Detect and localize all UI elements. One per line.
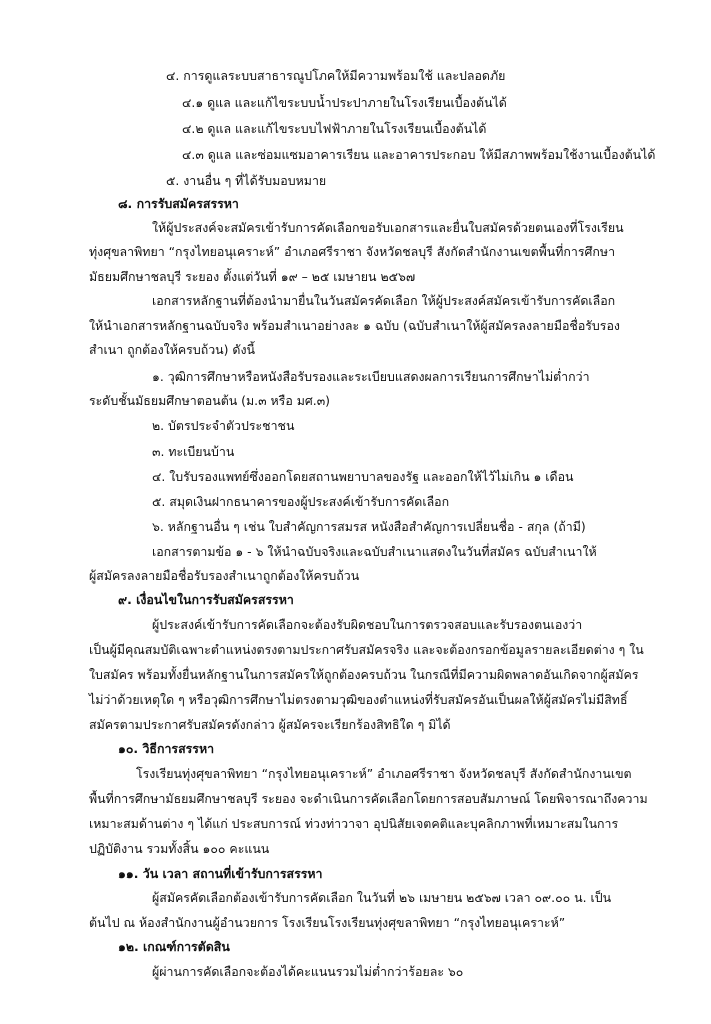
paragraph-line: เอกสารหลักฐานที่ต้องนำมายื่นในวันสมัครคัดเลือก ให้ผู้ประสงค์สมัครเข้ารับการคัดเลือก [152,293,616,308]
section-heading-12: ๑๒. เกณฑ์การตัดสิน [118,939,230,954]
document-item-4: ๔. ใบรับรองแพทย์ซึ่งออกโดยสถานพยาบาลของรัฐ และออกให้ไว้ไม่เกิน ๑ เดือน [152,469,574,484]
list-item-4-2: ๔.๒ ดูแล และแก้ไขระบบไฟฟ้าภายในโรงเรียนเบื้องต้นได้ [182,121,487,136]
paragraph-line: เอกสารตามข้อ ๑ - ๖ ให้นำฉบับจริงและฉบับสำเนาแสดงในวันที่สมัคร ฉบับสำเนาให้ [152,544,597,559]
paragraph-line: ผู้ประสงค์เข้ารับการคัดเลือกจะต้องรับผิดชอบในการตรวจสอบและรับรองตนเองว่า [152,617,583,632]
paragraph-line: สำเนา ถูกต้องให้ครบถ้วน) ดังนี้ [89,342,255,357]
paragraph-line: ปฏิบัติงาน รวมทั้งสิ้น ๑๐๐ คะแนน [89,841,270,856]
paragraph-line: สมัครตามประกาศรับสมัครดังกล่าว ผู้สมัครจะเรียกร้องสิทธิใด ๆ มิได้ [89,717,451,732]
paragraph-line: โรงเรียนทุ่งศุขลาพิทยา “กรุงไทยอนุเคราะห์” อำเภอศรีราชา จังหวัดชลบุรี สังกัดสำนักงานเขต [136,766,632,781]
document-item-6: ๖. หลักฐานอื่น ๆ เช่น ใบสำคัญการสมรส หนังสือสำคัญการเปลี่ยนชื่อ - สกุล (ถ้ามี) [152,519,586,534]
paragraph-line: พื้นที่การศึกษามัธยมศึกษาชลบุรี ระยอง จะดำเนินการคัดเลือกโดยการสอบสัมภาษณ์ โดยพิจารณาถึงความ [89,791,648,806]
section-heading-9: ๙. เงื่อนไขในการรับสมัครสรรหา [118,592,294,607]
paragraph-line: ผู้ผ่านการคัดเลือกจะต้องได้คะแนนรวมไม่ต่ำกว่าร้อยละ ๖๐ [152,964,464,979]
paragraph-line: ทุ่งศุขลาพิทยา “กรุงไทยอนุเคราะห์” อำเภอศรีราชา จังหวัดชลบุรี สังกัดสำนักงานเขตพื้นที่การศึกษา [89,244,616,259]
paragraph-line: ผู้สมัครลงลายมือชื่อรับรองสำเนาถูกต้องให้ครบถ้วน [89,568,360,583]
paragraph-line: เป็นผู้มีคุณสมบัติเฉพาะตำแหน่งตรงตามประกาศรับสมัครจริง และจะต้องกรอกข้อมูลรายละเอียดต่าง ๆ ใน [89,642,644,657]
list-item-4-1: ๔.๑ ดูแล และแก้ไขระบบน้ำประปาภายในโรงเรียนเบื้องต้นได้ [182,95,507,110]
paragraph-line: ผู้สมัครคัดเลือกต้องเข้ารับการคัดเลือก ในวันที่ ๒๖ เมษายน ๒๕๖๗ เวลา ๐๙.๐๐ น. เป็น [152,890,612,905]
document-item-5: ๕. สมุดเงินฝากธนาคารของผู้ประสงค์เข้ารับการคัดเลือก [152,494,450,509]
section-heading-10: ๑๐. วิธีการสรรหา [118,741,215,756]
paragraph-line: ใบสมัคร พร้อมทั้งยื่นหลักฐานในการสมัครให้ถูกต้องครบถ้วน ในกรณีที่มีความผิดพลาดอันเกิดจากผู้สมัคร [89,667,639,682]
document-item-3: ๓. ทะเบียนบ้าน [152,444,235,459]
document-item-1-cont: ระดับชั้นมัธยมศึกษาตอนต้น (ม.๓ หรือ มศ.๓) [89,393,330,408]
paragraph-line: เหมาะสมด้านต่าง ๆ ได้แก่ ประสบการณ์ ท่วงท่าวาจา อุปนิสัยเจตคติและบุคลิกภาพที่เหมาะสมในการ [89,816,619,831]
document-item-2: ๒. บัตรประจำตัวประชาชน [152,418,295,433]
section-heading-11: ๑๑. วัน เวลา สถานที่เข้ารับการสรรหา [118,866,323,881]
document-item-1: ๑. วุฒิการศึกษาหรือหนังสือรับรองและระเบียบแสดงผลการเรียนการศึกษาไม่ต่ำกว่า [152,369,590,384]
list-item-4: ๔. การดูแลระบบสาธารณูปโภคให้มีความพร้อมใช้ และปลอดภัย [166,68,506,83]
paragraph-line: ไม่ว่าด้วยเหตุใด ๆ หรือวุฒิการศึกษาไม่ตรงตามวุฒิของตำแหน่งที่รับสมัครอันเป็นผลให้ผู้สมัครไม่มีสิทธิ์ [89,692,628,707]
paragraph-line: มัธยมศึกษาชลบุรี ระยอง ตั้งแต่วันที่ ๑๙ – ๒๕ เมษายน ๒๕๖๗ [89,269,416,284]
paragraph-line: ให้นำเอกสารหลักฐานฉบับจริง พร้อมสำเนาอย่างละ ๑ ฉบับ (ฉบับสำเนาให้ผู้สมัครลงลายมือชื่อรับรอง [89,318,620,333]
list-item-4-3: ๔.๓ ดูแล และซ่อมแซมอาคารเรียน และอาคารประกอบ ให้มีสภาพพร้อมใช้งานเบื้องต้นได้ [182,147,656,162]
list-item-5: ๕. งานอื่น ๆ ที่ได้รับมอบหมาย [166,173,327,188]
paragraph-line: ต้นไป ณ ห้องสำนักงานผู้อำนวยการ โรงเรียนโรงเรียนทุ่งศุขลาพิทยา “กรุงไทยอนุเคราะห์” [89,915,566,930]
section-heading-8: ๘. การรับสมัครสรรหา [118,196,239,211]
paragraph-line: ให้ผู้ประสงค์จะสมัครเข้ารับการคัดเลือกขอรับเอกสารและยื่นใบสมัครด้วยตนเองที่โรงเรียน [152,220,624,235]
